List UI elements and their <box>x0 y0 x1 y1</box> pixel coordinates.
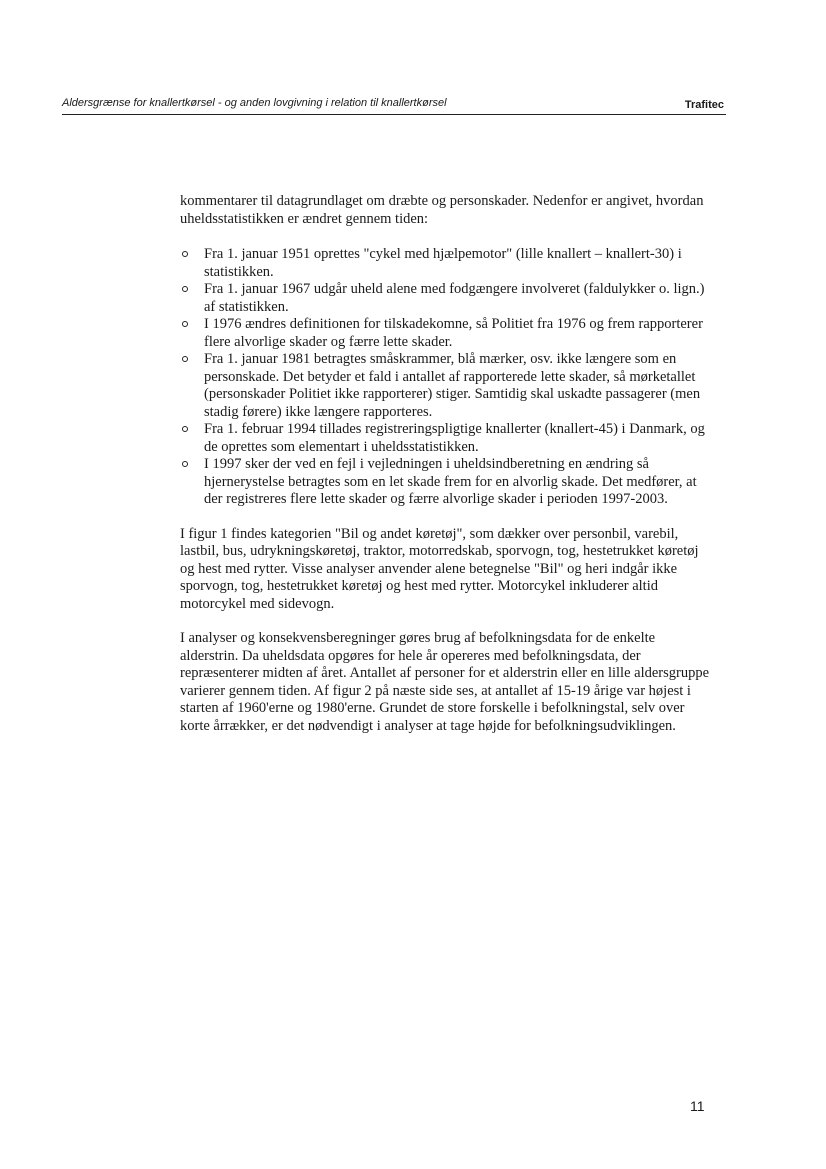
list-item-text: I 1997 sker der ved en fejl i vejledningen i uheldsindberetning en ændring så hjernerystelse betragtes som en let skade frem for en alvorlig skade. Det medfører, at der registreres flere lette skader og færre alvorlige skader i perioden 1997-2003. <box>204 456 697 507</box>
bullet-list <box>180 246 710 509</box>
header-title: Aldersgrænse for knallertkørsel - og anden lovgivning i relation til knallertkørsel <box>62 97 447 109</box>
list-item <box>180 316 710 351</box>
list-item-text: Fra 1. januar 1981 betragtes småskrammer, blå mærker, osv. ikke længere som en personskade. Det betyder et fald i antallet af rapporterede lette skader, så mørketallet (personskader Politiet ikke rapporterer) stiger. Samtidig skal uskadte passagerer (men stadig førere) ikke længere rapporteres. <box>204 351 701 420</box>
list-item-text: Fra 1. januar 1951 oprettes "cykel med hjælpemotor" (lille knallert – knallert-30) i statistikken. <box>204 246 682 280</box>
list-item-text: Fra 1. februar 1994 tillades registreringspligtige knallerter (knallert-45) i Danmark, og de oprettes som elementart i uheldsstatistikken. <box>204 421 705 455</box>
paragraph-vehicle-categories: I figur 1 findes kategorien "Bil og andet køretøj", som dækker over personbil, varebil, lastbil, bus, udrykningskøretøj, traktor, motorredskab, sporvogn, tog, hestetrukket køretøj og hest med rytter. Visse analyser anvender alene betegnelse "Bil" og heri indgår ikke sporvogn, tog, hestetrukket køretøj og hest med rytter. Motorcykel inkluderer altid motorcykel med sidevogn. <box>180 525 699 612</box>
paragraph-population-data: I analyser og konsekvensberegninger gøres brug af befolkningsdata for de enkelte alderstrin. Da uheldsdata opgøres for hele år opereres med befolkningsdata, der repræsenterer midten af året. Antallet af personer for et alderstrin eller en lille aldersgruppe varierer gennem tiden. Af figur 2 på næste side ses, at antallet af 15-19 årige var højest i starten af 1960'erne og 1980'erne. Grundet de store forskelle i befolkningstal, selv over korte årrækker, er det nødvendigt i analyser at tage højde for befolkningsudviklingen. <box>180 630 710 734</box>
list-item-text: I 1976 ændres definitionen for tilskadekomne, så Politiet fra 1976 og frem rapporterer flere alvorlige skader og færre lette skader. <box>204 316 703 350</box>
bullet-icon <box>182 356 188 362</box>
header-brand: Trafitec <box>684 99 724 111</box>
list-item <box>180 421 710 456</box>
list-item <box>180 456 710 509</box>
list-item <box>180 281 710 316</box>
bullet-icon <box>182 321 188 327</box>
list-item <box>180 246 710 281</box>
bullet-icon <box>182 251 188 257</box>
list-item-text: Fra 1. januar 1967 udgår uheld alene med fodgængere involveret (faldulykker o. lign.) af statistikken. <box>204 281 705 315</box>
page-body <box>180 193 710 752</box>
list-item <box>180 351 710 421</box>
bullet-icon <box>182 461 188 467</box>
page-header <box>62 94 726 115</box>
bullet-icon <box>182 286 188 292</box>
bullet-icon <box>182 426 188 432</box>
page-number: 11 <box>690 1098 705 1114</box>
intro-paragraph: kommentarer til datagrundlaget om dræbte og personskader. Nedenfor er angivet, hvordan uheldsstatistikken er ændret gennem tiden: <box>180 193 704 227</box>
